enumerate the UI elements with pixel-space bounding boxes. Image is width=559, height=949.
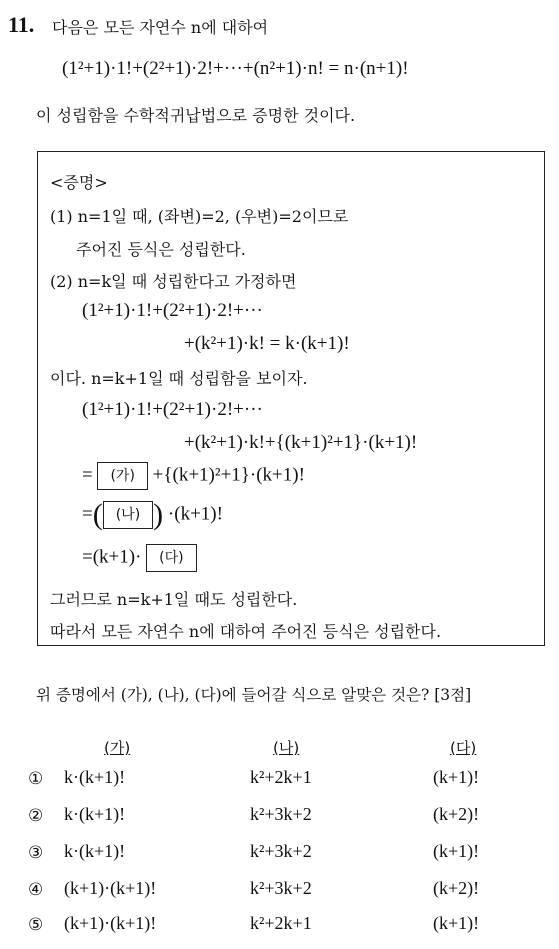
choice-da: (k+2)!	[433, 804, 480, 824]
eq4-prefix: =	[82, 503, 93, 525]
proof-eq3	[82, 462, 305, 490]
question-number: 11.	[8, 12, 35, 37]
choice-mark: ⑤	[28, 915, 44, 935]
proof-conclusion-b: 따라서 모든 자연수 n에 대하여 주어진 등식은 성립한다.	[50, 622, 442, 641]
choice-row-4[interactable]	[28, 878, 548, 908]
blank-ga: (가)	[97, 462, 147, 490]
choice-row-1[interactable]	[28, 767, 548, 797]
proof-box	[37, 151, 545, 646]
main-equation: (1²+1)·1!+(2²+1)·2!+···+(n²+1)·n! = n·(n+1)!	[62, 58, 409, 79]
choice-da: (k+1)!	[433, 767, 480, 787]
eq5-prefix: =(k+1)·	[82, 546, 142, 568]
choice-row-2[interactable]	[28, 804, 548, 834]
choice-row-3[interactable]	[28, 841, 548, 871]
choice-da: (k+2)!	[433, 878, 480, 898]
proof-eq1-b: +(k²+1)·k! = k·(k+1)!	[184, 333, 350, 354]
choice-row-5[interactable]	[28, 913, 548, 943]
choice-na: k²+3k+2	[250, 841, 312, 861]
choice-ga: k·(k+1)!	[64, 804, 126, 824]
proof-eq5	[82, 544, 197, 572]
choice-mark: ①	[28, 769, 44, 789]
choice-na: k²+2k+1	[250, 913, 312, 933]
choice-na: k²+3k+2	[250, 878, 312, 898]
table-header-na: (나)	[273, 739, 300, 757]
proof-step2-a: (2) n=k일 때 성립한다고 가정하면	[50, 272, 297, 291]
choice-mark: ③	[28, 843, 44, 863]
choice-ga: k·(k+1)!	[64, 841, 126, 861]
proof-conclusion-a: 그러므로 n=k+1일 때도 성립한다.	[50, 590, 298, 609]
choice-da: (k+1)!	[433, 913, 480, 933]
question-prompt: 위 증명에서 (가), (나), (다)에 들어갈 식으로 알맞은 것은? [3점]	[36, 686, 472, 704]
question-stem-line2: 이 성립함을 수학적귀납법으로 증명한 것이다.	[36, 106, 356, 125]
choice-ga: (k+1)·(k+1)!	[64, 878, 157, 898]
proof-title: <증명>	[50, 173, 108, 192]
proof-eq1-a: (1²+1)·1!+(2²+1)·2!+···	[82, 300, 263, 321]
choice-ga: k·(k+1)!	[64, 767, 126, 787]
blank-na: (나)	[103, 501, 153, 529]
proof-step1-a: (1) n=1일 때, (좌변)=2, (우변)=2이므로	[50, 207, 349, 226]
choice-da: (k+1)!	[433, 841, 480, 861]
question-stem-line1: 다음은 모든 자연수 n에 대하여	[52, 18, 269, 37]
eq3-prefix: =	[82, 464, 93, 486]
choice-mark: ④	[28, 880, 44, 900]
proof-eq2-b: +(k²+1)·k!+{(k+1)²+1}·(k+1)!	[184, 432, 418, 453]
choice-ga: (k+1)·(k+1)!	[64, 913, 157, 933]
proof-step1-b: 주어진 등식은 성립한다.	[76, 240, 246, 259]
proof-eq4	[82, 498, 223, 532]
table-header-ga: (가)	[104, 739, 131, 757]
eq4-suffix: ·(k+1)!	[167, 503, 223, 525]
choice-na: k²+2k+1	[250, 767, 312, 787]
choice-mark: ②	[28, 806, 44, 826]
table-header-da: (다)	[450, 739, 477, 757]
proof-step2-b: 이다. n=k+1일 때 성립함을 보이자.	[50, 369, 308, 388]
blank-da: (다)	[146, 544, 196, 572]
proof-eq2-a: (1²+1)·1!+(2²+1)·2!+···	[82, 399, 263, 420]
choice-na: k²+3k+2	[250, 804, 312, 824]
open-paren: (	[92, 498, 103, 531]
eq3-suffix: +{(k+1)²+1}·(k+1)!	[152, 464, 305, 486]
close-paren: )	[153, 498, 164, 531]
